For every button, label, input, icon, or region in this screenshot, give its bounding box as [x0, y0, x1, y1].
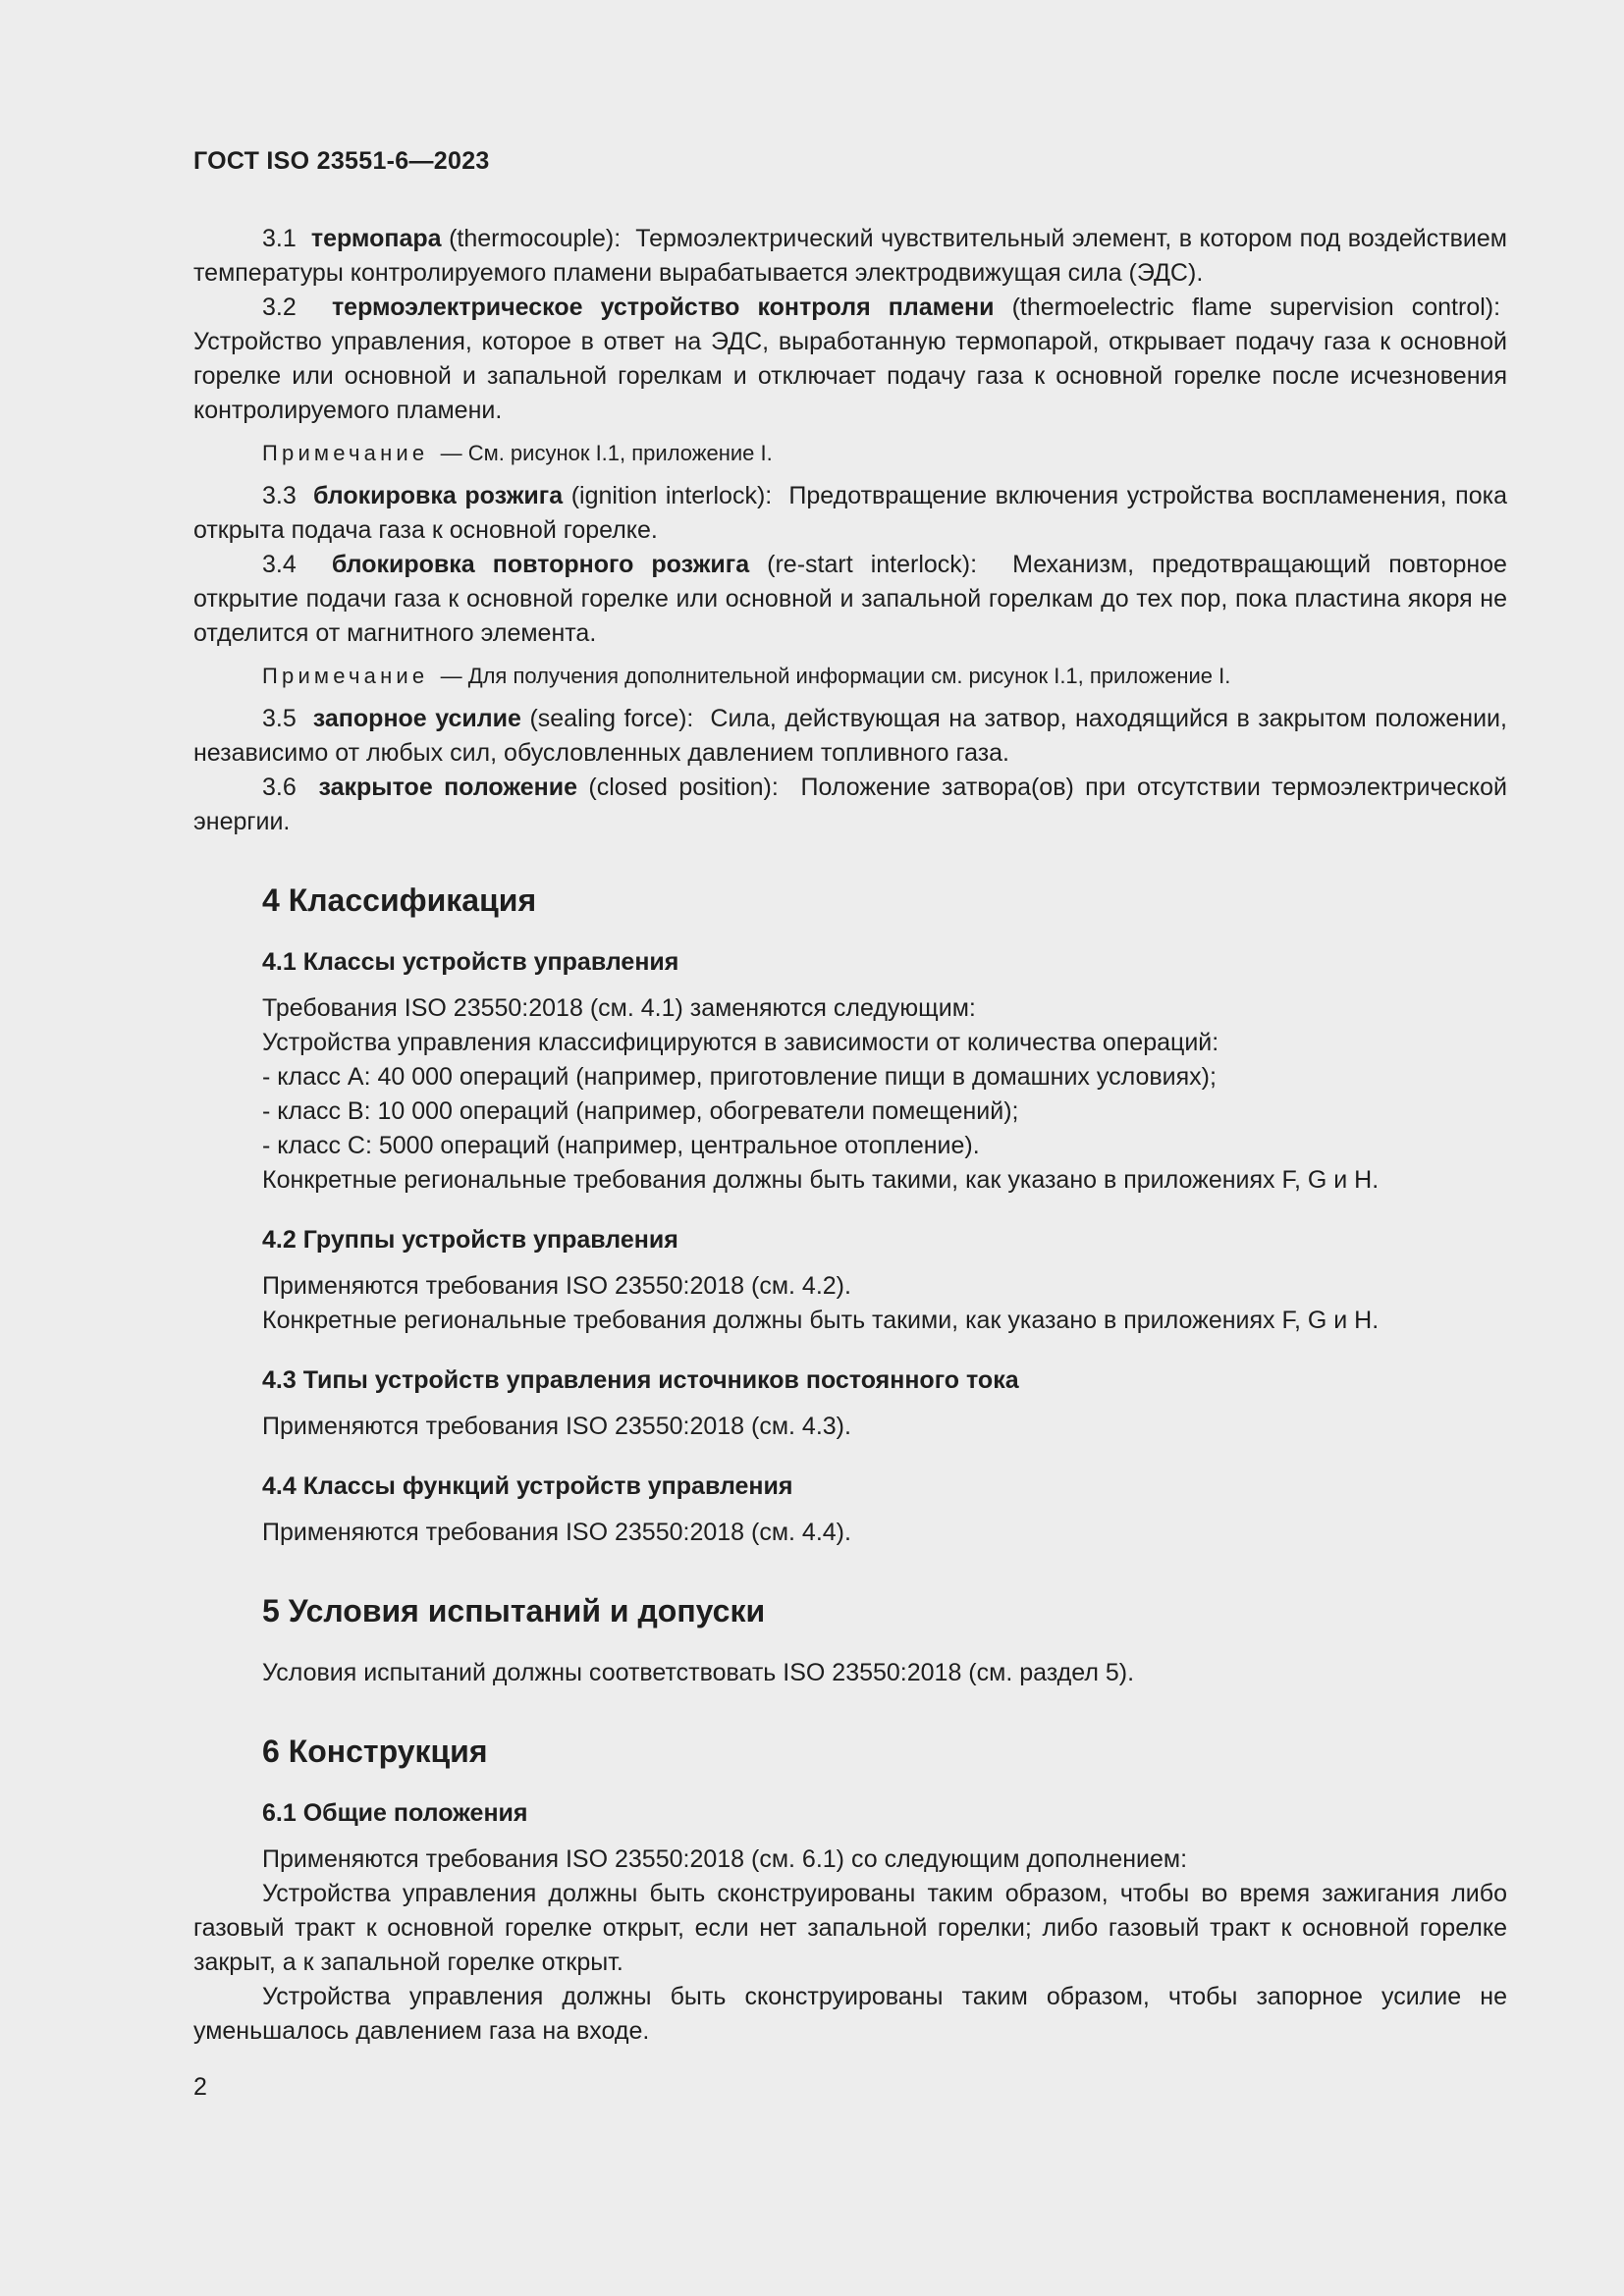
- section-6-1-title: 6.1 Общие положения: [262, 1799, 528, 1827]
- def-text: Предотвращение включения устройства воспламенения, пока открыта подача газа к основной горелке.: [193, 482, 1508, 544]
- section-4-3-title: 4.3 Типы устройств управления источников постоянного тока: [262, 1366, 1019, 1394]
- def-number: 3.6: [262, 774, 297, 801]
- section-6-1-paragraph: Устройства управления должны быть сконструированы таким образом, чтобы во время зажигания либо газовый тракт к основной горелке открыт, если нет запальной горелки; либо газовый тракт к основной горелке закрыт, а к запальной горелке открыт.: [193, 1880, 1507, 1976]
- def-english: (thermocouple):: [449, 225, 622, 252]
- note-label: Примечание: [262, 441, 429, 465]
- section-4-title: 4 Классификация: [262, 882, 537, 918]
- def-english: (ignition interlock):: [570, 482, 773, 509]
- section-4-1-line: Требования ISO 23550:2018 (см. 4.1) заменяются следующим:: [262, 994, 976, 1022]
- note-label: Примечание: [262, 664, 429, 688]
- section-4-1-line: - класс В: 10 000 операций (например, обогреватели помещений);: [262, 1097, 1019, 1125]
- def-text: Положение затвора(ов) при отсутствии термоэлектрической энергии.: [193, 774, 1507, 835]
- section-6-1-paragraph: Устройства управления должны быть сконструированы таким образом, чтобы запорное усилие не уменьшалось давлением газа на входе.: [193, 1983, 1507, 2045]
- def-term: термопара: [310, 225, 442, 252]
- section-4-2-line: Конкретные региональные требования должны быть такими, как указано в приложениях F, G и Н.: [262, 1307, 1380, 1334]
- def-english: (thermoelectric flame supervision control):: [1011, 294, 1501, 321]
- def-text: Устройство управления, которое в ответ на ЭДС, выработанную термопарой, открывает подачу газа к основной горелке или основной и запальной горелкам и отключает подачу газа к основной горелке после исчезновения контролируемого пламени.: [193, 328, 1507, 424]
- def-term: запорное усилие: [312, 705, 521, 732]
- def-number: 3.1: [262, 225, 297, 252]
- def-text: Сила, действующая на затвор, находящийся в закрытом положении, независимо от любых сил, обусловленных давлением топливного газа.: [193, 705, 1507, 767]
- section-5-text: Условия испытаний должны соответствовать ISO 23550:2018 (см. раздел 5).: [262, 1659, 1135, 1686]
- section-4-1-line: - класс С: 5000 операций (например, центральное отопление).: [262, 1132, 980, 1159]
- document-header: ГОСТ ISO 23551-6—2023: [193, 147, 490, 175]
- definition-3-4: [193, 548, 1507, 651]
- note-text: — Для получения дополнительной информации см. рисунок I.1, приложение I.: [440, 664, 1231, 688]
- note-text: — См. рисунок I.1, приложение I.: [440, 441, 773, 465]
- definition-3-2: [193, 291, 1507, 428]
- section-6-1-paragraph: Применяются требования ISO 23550:2018 (см. 6.1) со следующим дополнением:: [262, 1845, 1188, 1873]
- section-4-2-title: 4.2 Группы устройств управления: [262, 1226, 678, 1254]
- section-4-1-line: Устройства управления классифицируются в зависимости от количества операций:: [262, 1029, 1219, 1056]
- section-4-4-title: 4.4 Классы функций устройств управления: [262, 1472, 793, 1500]
- section-4-2-line: Применяются требования ISO 23550:2018 (см. 4.2).: [262, 1272, 851, 1300]
- section-4-1-title: 4.1 Классы устройств управления: [262, 948, 679, 976]
- note-1: [262, 438, 1507, 469]
- document-body: [193, 222, 1507, 2049]
- section-4-3-line: Применяются требования ISO 23550:2018 (см. 4.3).: [262, 1413, 851, 1440]
- def-english: (re-start interlock):: [767, 551, 978, 578]
- page-number: 2: [193, 2073, 207, 2101]
- def-number: 3.4: [262, 551, 297, 578]
- def-english: (closed position):: [588, 774, 779, 801]
- def-term: блокировка повторного розжига: [331, 551, 750, 578]
- section-6-title: 6 Конструкция: [262, 1734, 488, 1769]
- def-english: (sealing force):: [529, 705, 694, 732]
- definition-3-5: [193, 702, 1507, 771]
- def-number: 3.3: [262, 482, 297, 509]
- section-4-1-line: - класс А: 40 000 операций (например, приготовление пищи в домашних условиях);: [262, 1063, 1217, 1091]
- def-number: 3.5: [262, 705, 297, 732]
- def-term: термоэлектрическое устройство контроля пламени: [331, 294, 995, 321]
- section-4-1-line: Конкретные региональные требования должны быть такими, как указано в приложениях F, G и Н.: [262, 1166, 1380, 1194]
- definition-3-6: [193, 771, 1507, 839]
- note-2: [262, 661, 1507, 692]
- def-term: закрытое положение: [318, 774, 577, 801]
- definition-3-1: [193, 222, 1507, 291]
- definition-3-3: [193, 479, 1507, 548]
- def-text: Термоэлектрический чувствительный элемент, в котором под воздействием температуры контролируемого пламени вырабатывается электродвижущая сила (ЭДС).: [193, 225, 1507, 287]
- section-5-title: 5 Условия испытаний и допуски: [262, 1593, 766, 1629]
- def-term: блокировка розжига: [312, 482, 564, 509]
- def-text: Механизм, предотвращающий повторное открытие подачи газа к основной горелке или основной и запальной горелкам до тех пор, пока пластина якоря не отделится от магнитного элемента.: [193, 551, 1507, 647]
- section-4-4-line: Применяются требования ISO 23550:2018 (см. 4.4).: [262, 1519, 851, 1546]
- def-number: 3.2: [262, 294, 297, 321]
